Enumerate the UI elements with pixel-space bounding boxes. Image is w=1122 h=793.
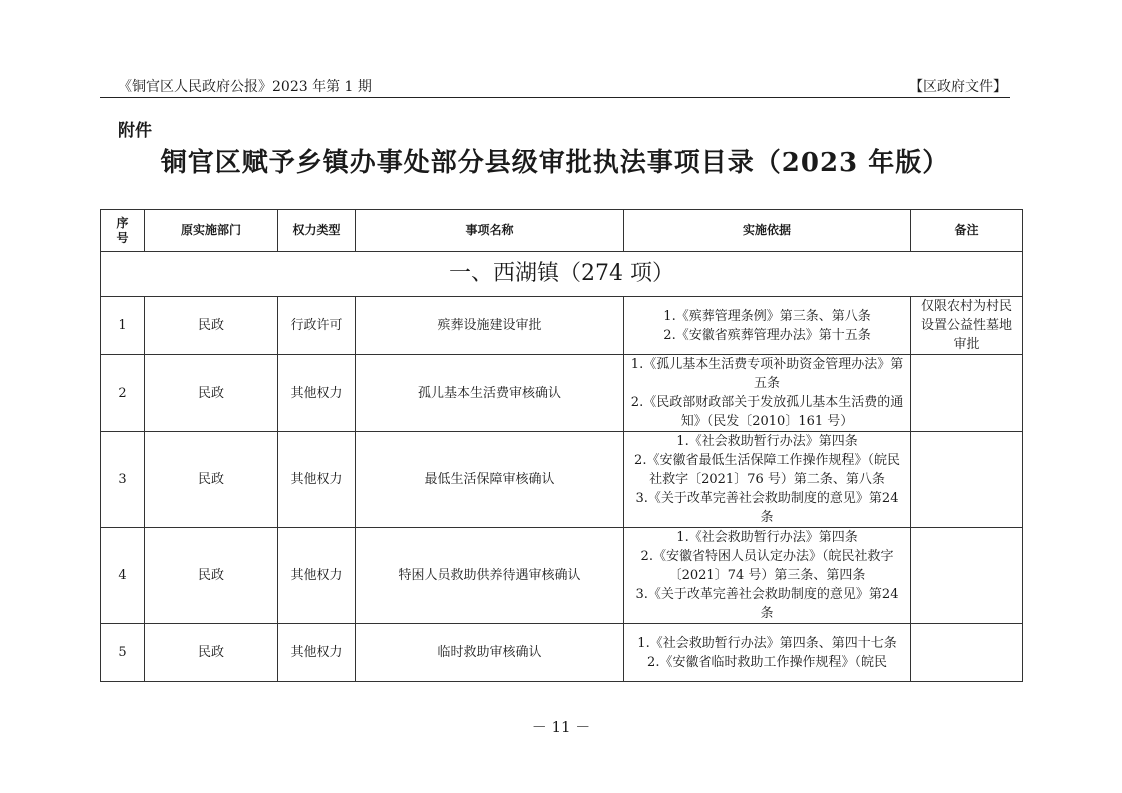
cell-name: 殡葬设施建设审批 — [356, 297, 624, 355]
gazette-issue-header: 《铜官区人民政府公报》2023 年第 1 期 — [118, 79, 372, 95]
cell-dept: 民政 — [145, 297, 278, 355]
column-header-basis: 实施依据 — [624, 210, 911, 252]
page-number: － 11 － — [531, 718, 591, 736]
column-header-note: 备注 — [911, 210, 1023, 252]
column-header-no — [101, 210, 145, 252]
cell-type: 其他权力 — [278, 432, 356, 528]
cell-name: 临时救助审核确认 — [356, 624, 624, 682]
cell-note — [911, 432, 1023, 528]
cell-type: 行政许可 — [278, 297, 356, 355]
basis-line: 2.《安徽省临时救助工作操作规程》（皖民 — [647, 654, 887, 670]
cell-basis — [624, 355, 911, 432]
cell-basis — [624, 624, 911, 682]
cell-dept: 民政 — [145, 624, 278, 682]
basis-line: 3.《关于改革完善社会救助制度的意见》第24 条 — [635, 587, 899, 621]
basis-line: 2.《安徽省最低生活保障工作操作规程》（皖民社救字〔2021〕76 号）第二条、第八条 — [634, 453, 900, 487]
cell-basis — [624, 528, 911, 624]
catalog-table — [100, 209, 1023, 682]
cell-name: 最低生活保障审核确认 — [356, 432, 624, 528]
table-row — [101, 355, 1023, 432]
header-divider — [100, 97, 1010, 98]
basis-line: 1.《社会救助暂行办法》第四条、第四十七条 — [637, 635, 897, 651]
attachment-label: 附件 — [118, 121, 152, 141]
basis-line: 1.《殡葬管理条例》第三条、第八条 — [663, 308, 871, 324]
basis-line: 1.《社会救助暂行办法》第四条 — [676, 530, 858, 545]
section-title: 一、西湖镇（274 项） — [101, 252, 1023, 297]
cell-no: 5 — [101, 624, 145, 682]
cell-dept: 民政 — [145, 432, 278, 528]
cell-no: 2 — [101, 355, 145, 432]
basis-line: 1.《孤儿基本生活费专项补助资金管理办法》第五条 — [630, 357, 904, 391]
cell-type: 其他权力 — [278, 624, 356, 682]
table-row — [101, 432, 1023, 528]
table-row — [101, 528, 1023, 624]
column-header-no-part: 序 — [116, 215, 129, 230]
cell-name: 孤儿基本生活费审核确认 — [356, 355, 624, 432]
cell-note — [911, 624, 1023, 682]
cell-note — [911, 528, 1023, 624]
table-header-row — [101, 210, 1023, 252]
document-category-header: 【区政府文件】 — [909, 79, 1007, 95]
column-header-name: 事项名称 — [356, 210, 624, 252]
basis-line: 2.《民政部财政部关于发放孤儿基本生活费的通知》（民发〔2010〕161 号） — [630, 395, 904, 429]
basis-line: 2.《安徽省特困人员认定办法》（皖民社救字〔2021〕74 号）第三条、第四条 — [640, 549, 894, 583]
cell-basis — [624, 432, 911, 528]
document-title: 铜官区赋予乡镇办事处部分县级审批执法事项目录（2023 年版） — [160, 148, 950, 178]
cell-no: 4 — [101, 528, 145, 624]
column-header-no-part: 号 — [116, 230, 129, 245]
section-row — [101, 252, 1023, 297]
cell-type: 其他权力 — [278, 355, 356, 432]
cell-no: 3 — [101, 432, 145, 528]
table-row — [101, 297, 1023, 355]
cell-type: 其他权力 — [278, 528, 356, 624]
basis-line: 1.《社会救助暂行办法》第四条 — [676, 434, 858, 449]
column-header-type: 权力类型 — [278, 210, 356, 252]
cell-dept: 民政 — [145, 355, 278, 432]
cell-dept: 民政 — [145, 528, 278, 624]
cell-note — [911, 355, 1023, 432]
cell-basis — [624, 297, 911, 355]
cell-name: 特困人员救助供养待遇审核确认 — [356, 528, 624, 624]
cell-note: 仅限农村为村民设置公益性墓地审批 — [911, 297, 1023, 355]
basis-line: 2.《安徽省殡葬管理办法》第十五条 — [663, 327, 871, 343]
column-header-dept: 原实施部门 — [145, 210, 278, 252]
table-row — [101, 624, 1023, 682]
cell-no: 1 — [101, 297, 145, 355]
basis-line: 3.《关于改革完善社会救助制度的意见》第24 条 — [635, 491, 899, 525]
